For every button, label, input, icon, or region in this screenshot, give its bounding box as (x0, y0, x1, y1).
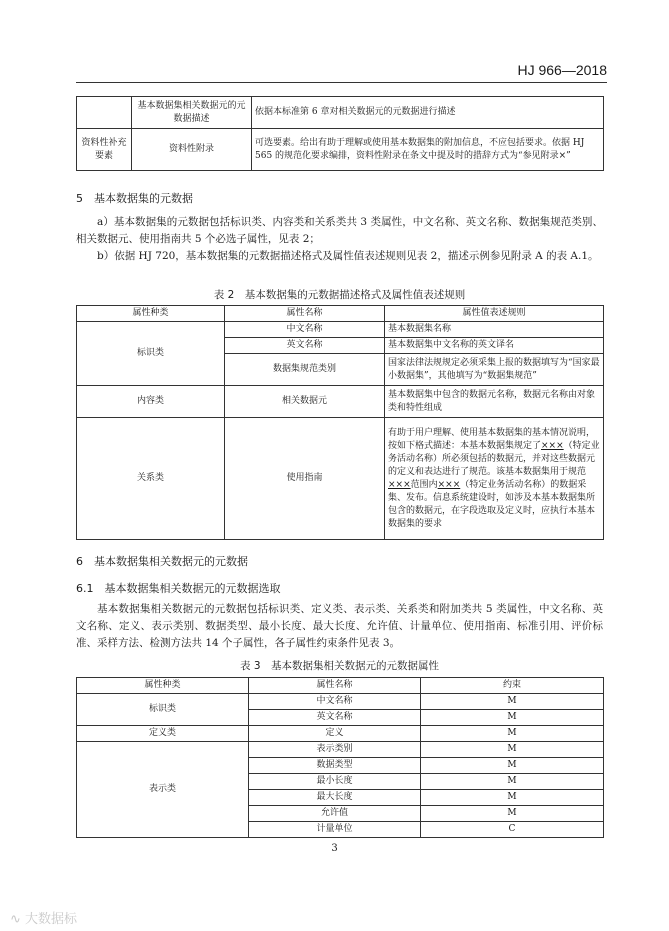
table-cell: 数据集规范类别 (225, 354, 385, 386)
group-cell: 关系类 (77, 418, 225, 540)
table-header-row (77, 306, 604, 322)
table-cell: M (421, 694, 604, 710)
table-cell: 资料性附录 (132, 129, 252, 171)
table-cell: 国家法律法规规定必须采集上报的数据填写为“国家最小数据集”，其他填写为“数据集规范” (385, 354, 604, 386)
table-cell: 英文名称 (225, 338, 385, 354)
table-row (77, 418, 604, 540)
table-row (77, 97, 604, 129)
table-cell: 依据本标准第 6 章对相关数据元的元数据进行描述 (252, 97, 604, 129)
table-cell: 基本数据集名称 (385, 322, 604, 338)
usage-guide-rule (385, 418, 604, 540)
table-cell: M (421, 742, 604, 758)
table-3-caption: 表 3 基本数据集相关数据元的元数据属性 (239, 660, 440, 672)
table-row (77, 694, 604, 710)
group-cell: 表示类 (77, 742, 249, 838)
placeholder-mark: ××× (388, 479, 411, 490)
table-cell: C (421, 822, 604, 838)
rule-text: 范围内 (410, 479, 438, 490)
column-header: 属性名称 (249, 678, 421, 694)
table-cell: 最小长度 (249, 774, 421, 790)
table-cell: 中文名称 (225, 322, 385, 338)
table-2 (76, 305, 604, 540)
column-header: 属性种类 (77, 306, 225, 322)
table-cell: 定义 (249, 726, 421, 742)
section-5-heading: 5 基本数据集的元数据 (76, 192, 193, 205)
table-cell: M (421, 710, 604, 726)
table-cell (77, 97, 132, 129)
table-cell: 相关数据元 (225, 386, 385, 418)
rule-text: （特定业务活动名称）所必须包括的数据元，并对这些数据元的定义和表达进行了规范。该基本数据集用于规范 (388, 440, 600, 477)
paragraph-b: b）依据 HJ 720，基本数据集的元数据描述格式及属性值表述规则见表 2，描述示例参见附录 A 的表 A.1。 (97, 250, 599, 262)
placeholder-mark: ××× (437, 479, 461, 490)
table-cell: 基本数据集中文名称的英文译名 (385, 338, 604, 354)
section-6-1-paragraph: 基本数据集相关数据元的元数据包括标识类、定义类、表示类、关系类和附加类共 5 类属性，中文名称、英文名称、定义、表示类别、数据类型、最小长度、最大长度、允许值、计量单位、使用指南、标准引用、评价标准、采样方法、检测方法共 14 个子属性，各子属性约束条件见表 3。 (76, 603, 603, 649)
column-header: 属性种类 (77, 678, 249, 694)
table-cell: 计量单位 (249, 822, 421, 838)
watermark (10, 908, 77, 927)
table-cell: 最大长度 (249, 790, 421, 806)
table-cell: 基本数据集相关数据元的元数据描述 (132, 97, 252, 129)
table-cell: M (421, 790, 604, 806)
rule-text: 有助于用户理解、使用基本数据集的基本情况说明，按如下格式描述：本基本数据集规定了 (388, 427, 596, 451)
table-cell: M (421, 726, 604, 742)
standard-code: HJ 966—2018 (517, 62, 607, 78)
page-number: 3 (331, 843, 338, 854)
column-header: 属性值表述规则 (385, 306, 604, 322)
table-row (77, 322, 604, 338)
table-cell: 中文名称 (249, 694, 421, 710)
table-row (77, 742, 604, 758)
rule-text: （特定业务活动名称）的数据采集、发布。信息系统建设时，如涉及本基本数据集所包含的数据元，在字段选取及定义时，应执行本基本数据集的要求 (388, 479, 596, 529)
table-row (77, 386, 604, 418)
table-cell: 允许值 (249, 806, 421, 822)
column-header: 属性名称 (225, 306, 385, 322)
watermark-text: 大数据标 (25, 912, 78, 927)
placeholder-mark: ××× (541, 440, 564, 451)
table-cell: M (421, 806, 604, 822)
table-cell: 可选要素。给出有助于理解或使用基本数据集的附加信息，不应包括要求。依据 HJ 565 的规范化要求编排，资料性附录在条文中提及时的措辞方式为“参见附录×” (252, 129, 604, 171)
paragraph-a: a）基本数据集的元数据包括标识类、内容类和关系类共 3 类属性，中文名称、英文名称、数据集规范类别、相关数据元、使用指南共 5 个必选子属性，见表 2； (76, 216, 603, 245)
group-cell: 标识类 (77, 322, 225, 386)
table-cell: 使用指南 (225, 418, 385, 540)
column-header: 约束 (421, 678, 604, 694)
section-6-1-heading: 6.1 基本数据集相关数据元的元数据选取 (76, 582, 281, 595)
table-cell: 数据类型 (249, 758, 421, 774)
watermark-icon: ∿ (10, 912, 21, 927)
table-cell: 表示类别 (249, 742, 421, 758)
table-cell: 基本数据集中包含的数据元名称，数据元名称由对象类和特性组成 (385, 386, 604, 418)
table-cell: 资料性补充要素 (77, 129, 132, 171)
table-continued (76, 96, 604, 171)
group-cell: 定义类 (77, 726, 249, 742)
table-row (77, 129, 604, 171)
table-cell: M (421, 774, 604, 790)
section-6-heading: 6 基本数据集相关数据元的元数据 (76, 555, 248, 568)
table-2-caption: 表 2 基本数据集的元数据描述格式及属性值表述规则 (213, 289, 466, 301)
table-3 (76, 677, 604, 838)
table-header-row (77, 678, 604, 694)
header-rule (76, 82, 607, 83)
group-cell: 标识类 (77, 694, 249, 726)
table-cell: 英文名称 (249, 710, 421, 726)
table-row (77, 726, 604, 742)
group-cell: 内容类 (77, 386, 225, 418)
table-cell: M (421, 758, 604, 774)
